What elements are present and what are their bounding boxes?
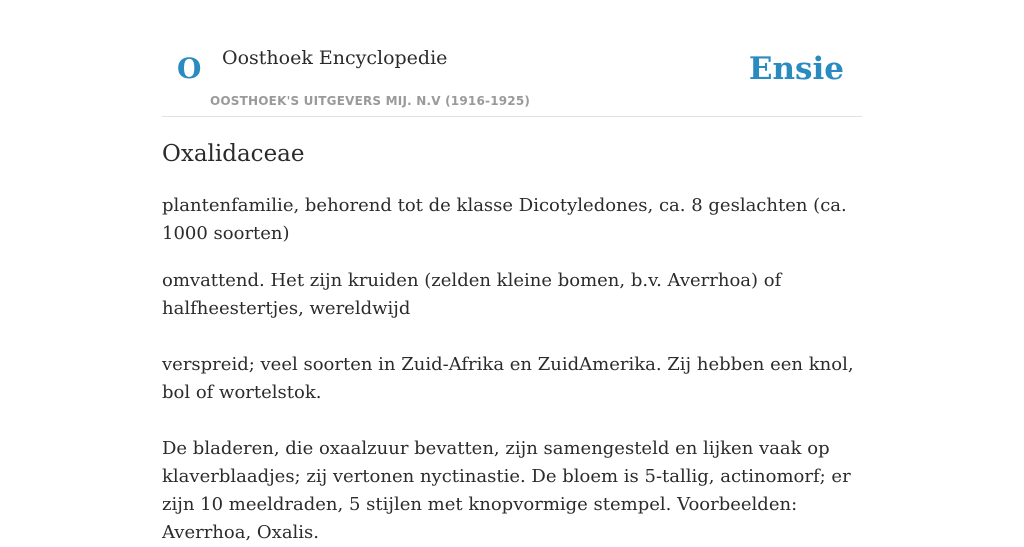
source-title-link[interactable]: Oosthoek Encyclopedie — [222, 47, 448, 69]
source-header — [162, 0, 862, 117]
article-paragraph: De bladeren, die oxaalzuur bevatten, zijn samengesteld en lijken vaak op klaverblaadjes; zij vertonen nyctinastie. De bloem is 5-tallig, actinomorf; er zijn 10 meeldraden, 5 stijlen met knopvormige stempel. Voorbeelden: Averrhoa, Oxalis. — [162, 438, 851, 543]
entry-title: Oxalidaceae — [162, 141, 305, 167]
article-paragraph: plantenfamilie, behorend tot de klasse Dicotyledones, ca. 8 geslachten (ca. 1000 soorten) — [162, 195, 847, 244]
source-logo[interactable]: O — [177, 52, 202, 85]
brand-logo[interactable]: Ensie — [748, 51, 844, 87]
article-paragraph: verspreid; veel soorten in Zuid-Afrika en ZuidAmerika. Zij hebben een knol, bol of wortelstok. — [162, 354, 854, 403]
article — [162, 138, 867, 547]
article-paragraph: omvattend. Het zijn kruiden (zelden kleine bomen, b.v. Averrhoa) of halfheestertjes, wereldwijd — [162, 270, 782, 319]
publisher-label: OOSTHOEK'S UITGEVERS MIJ. N.V (1916-1925) — [210, 94, 531, 108]
